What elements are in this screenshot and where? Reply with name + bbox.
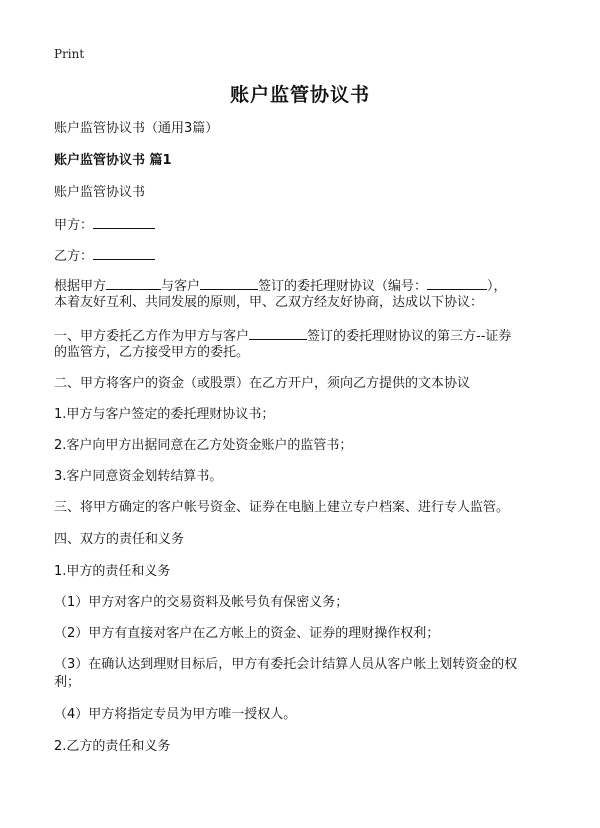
- party-a-blank: [93, 214, 155, 229]
- party-b-blank: [93, 245, 155, 260]
- document-title: 账户监管协议书: [229, 84, 370, 106]
- party-a-line: [54, 214, 554, 236]
- party-a-label: 甲方：: [54, 218, 94, 233]
- clause-2: 二、甲方将客户的资金（或股票）在乙方开户，须向乙方提供的文本协议: [54, 376, 471, 391]
- clause-2-item-2: 2.客户向甲方出据同意在乙方处资金账户的监管书；: [54, 438, 353, 453]
- clause-1-blank-client: [249, 325, 307, 340]
- clause-2-item-1: 1.甲方与客户签定的委托理财协议书；: [54, 407, 275, 422]
- clause-4-item-2: 2.乙方的责任和义务: [54, 739, 171, 754]
- intro-blank-party-a: [106, 275, 161, 290]
- intro-text-4: ），: [487, 279, 507, 294]
- intro-text-1: 根据甲方: [54, 279, 107, 294]
- clause-1-text-1: 一、甲方委托乙方作为甲方与客户: [54, 329, 250, 344]
- clause-4: 四、双方的责任和义务: [54, 532, 185, 547]
- party-b-label: 乙方：: [54, 249, 94, 264]
- intro-line-2: 本着友好互利、共同发展的原则，甲、乙双方经友好协商，达成以下协议：: [54, 295, 484, 310]
- clause-1-line-2: 的监管方，乙方接受甲方的委托。: [54, 345, 250, 360]
- agreement-name: 账户监管协议书: [54, 185, 146, 200]
- clause-4-sub-1: （1）甲方对客户的交易资料及帐号负有保密义务；: [54, 595, 349, 610]
- intro-text-3: 签订的委托理财协议（编号：: [258, 279, 428, 294]
- clause-4-sub-4: （4）甲方将指定专员为甲方唯一授权人。: [54, 707, 297, 722]
- intro-text-2: 与客户: [161, 279, 201, 294]
- clause-4-sub-3-line-1: （3）在确认达到理财目标后，甲方有委托会计结算人员从客户帐上划转资金的权: [54, 657, 518, 672]
- section-heading: 账户监管协议书 篇1: [54, 153, 172, 168]
- intro-blank-number: [427, 275, 487, 290]
- clause-4-sub-2: （2）甲方有直接对客户在乙方帐上的资金、证券的理财操作权利；: [54, 626, 440, 641]
- clause-4-sub-3-line-2: 利；: [54, 675, 81, 690]
- document-subtitle: 账户监管协议书（通用3篇）: [54, 121, 219, 136]
- clause-3: 三、将甲方确定的客户帐号资金、证券在电脑上建立专户档案、进行专人监管。: [54, 500, 510, 515]
- clause-2-item-3: 3.客户同意资金划转结算书。: [54, 469, 223, 484]
- intro-blank-client: [200, 275, 258, 290]
- print-link[interactable]: Print: [54, 47, 85, 61]
- clause-4-item-1: 1.甲方的责任和义务: [54, 564, 171, 579]
- party-b-line: [54, 245, 554, 267]
- clause-1-text-2: 签订的委托理财协议的第三方--证券: [307, 329, 512, 344]
